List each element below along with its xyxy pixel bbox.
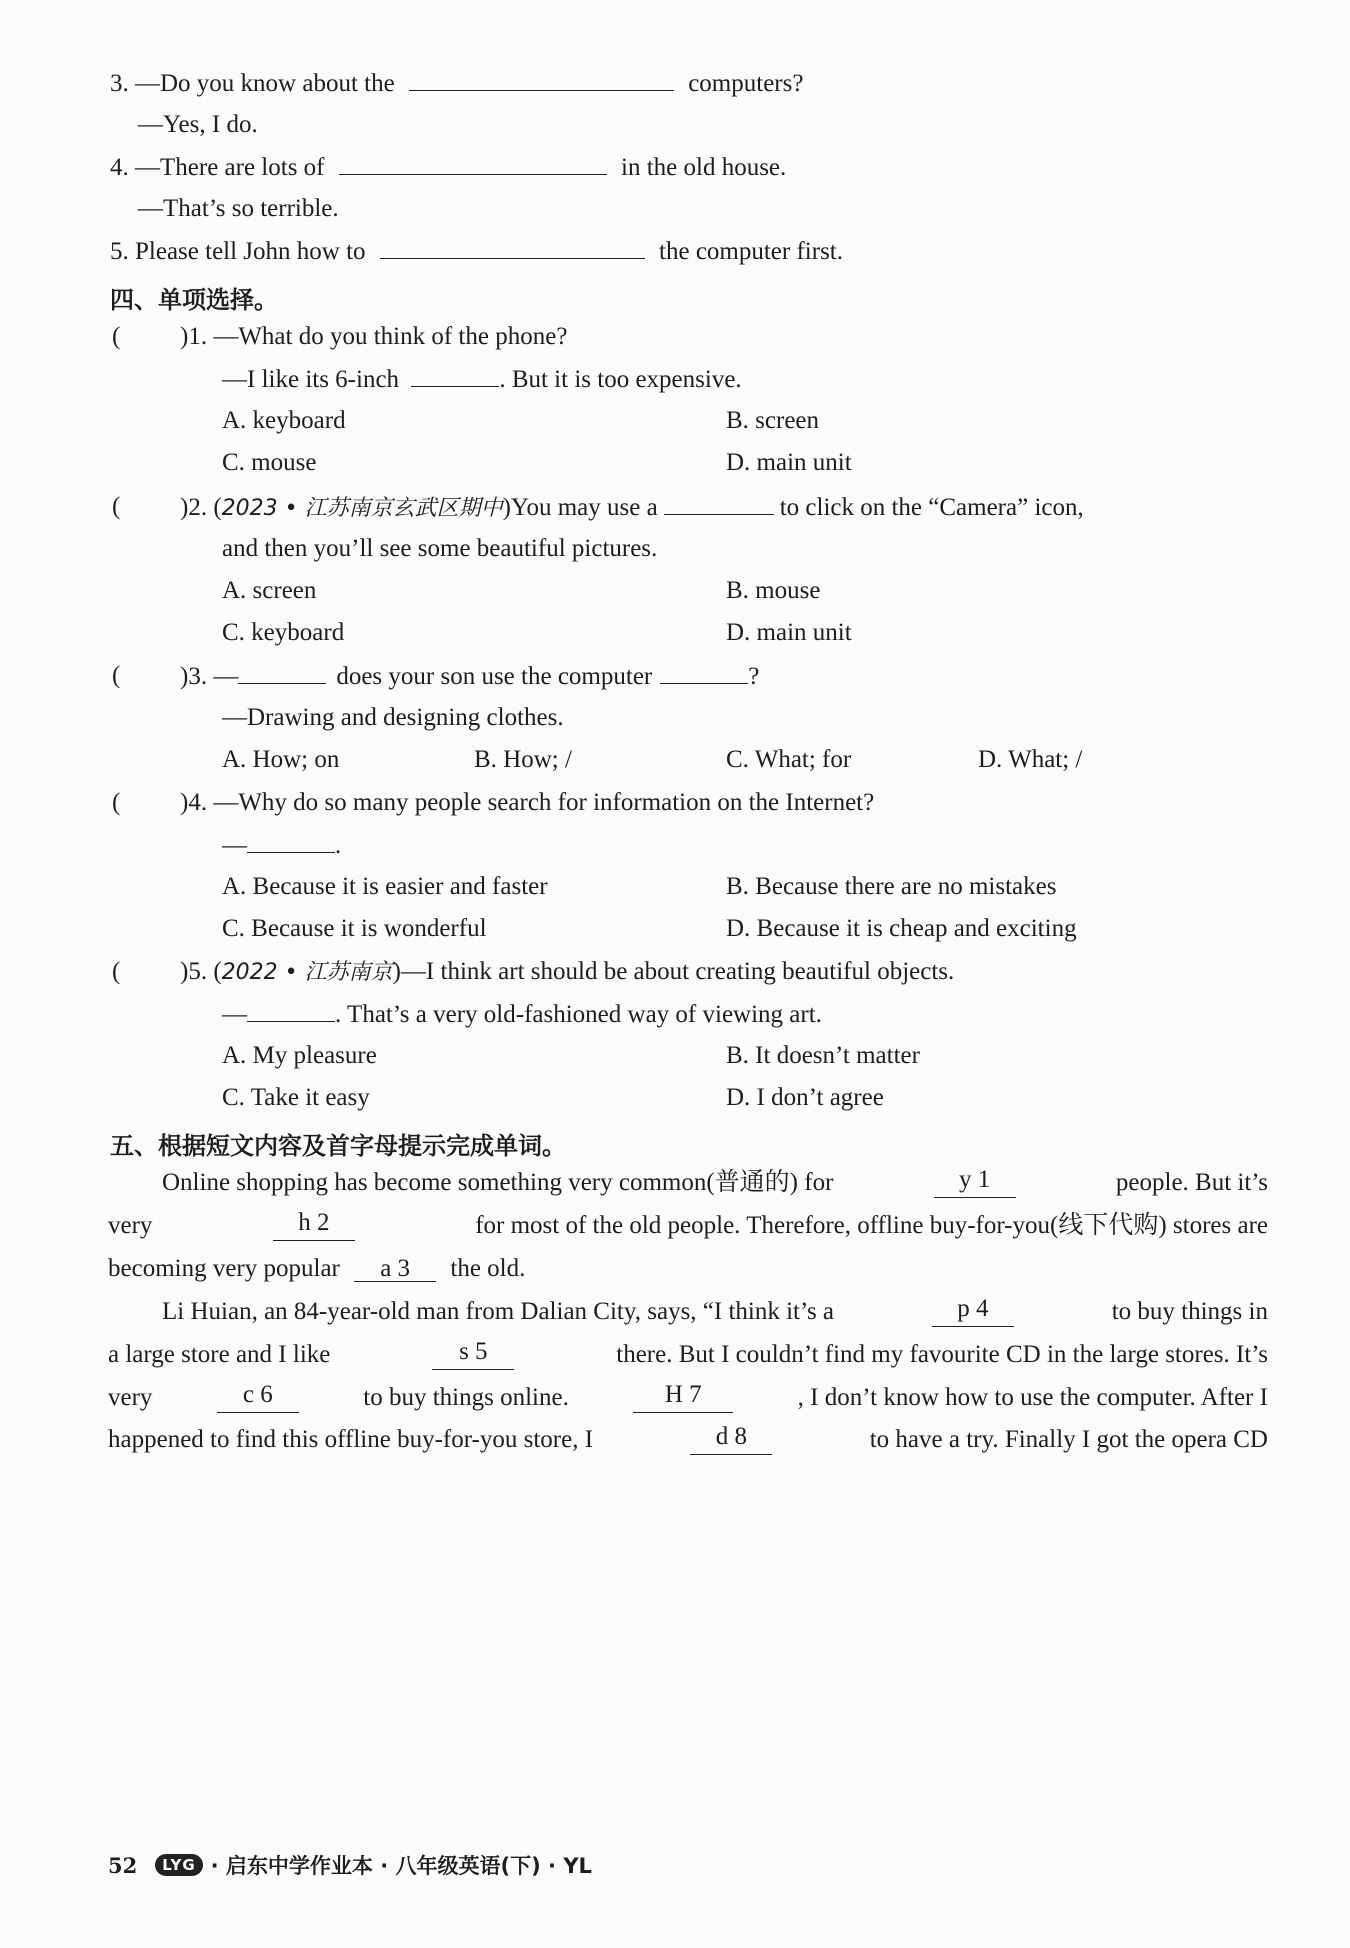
mc5-source: 2022 • 江苏南京 — [221, 960, 393, 985]
q4-text: 4. —There are lots of — [110, 154, 325, 181]
q5-blank[interactable] — [380, 236, 645, 259]
mc5-option-b[interactable]: B. It doesn’t matter — [726, 1042, 920, 1069]
blank-1[interactable]: y 1 — [934, 1168, 1016, 1198]
blank-3[interactable]: a 3 — [354, 1257, 436, 1282]
page-number: 52 — [108, 1852, 138, 1878]
mc1-option-d[interactable]: D. main unit — [726, 449, 852, 476]
q5-text: 5. Please tell John how to — [110, 238, 366, 265]
passage-p1-line3 — [108, 1254, 1268, 1284]
mc2-stem — [180, 492, 1084, 524]
question-3 — [110, 68, 1350, 99]
passage-p2-line3 — [108, 1383, 1268, 1413]
mc1-option-c[interactable]: C. mouse — [222, 449, 317, 476]
mc4-stem: )4. —Why do so many people search for information on the Internet? — [180, 789, 875, 816]
passage-p2-line1 — [108, 1297, 1268, 1327]
mc5-option-a[interactable]: A. My pleasure — [222, 1042, 377, 1069]
mc1-stem: )1. —What do you think of the phone? — [180, 323, 568, 350]
question-5 — [110, 236, 1350, 267]
passage-text: to have a try. Finally I got the opera CD — [869, 1426, 1268, 1453]
mc3-num: )3. — — [180, 663, 239, 690]
mc4-option-c[interactable]: C. Because it is wonderful — [222, 915, 487, 942]
q5-text-end: the computer first. — [659, 238, 844, 265]
blank-2[interactable]: h 2 — [273, 1211, 355, 1241]
mc1-option-a[interactable]: A. keyboard — [222, 407, 346, 434]
answer-paren[interactable]: ( — [112, 662, 121, 689]
q4-text-end: in the old house. — [621, 154, 787, 181]
publisher-logo: LYG — [155, 1854, 202, 1876]
passage-p2-line4 — [108, 1425, 1268, 1455]
mc3-line2: —Drawing and designing clothes. — [222, 704, 564, 731]
mc1-text-end: . But it is too expensive. — [499, 366, 742, 393]
question-4 — [110, 152, 1350, 183]
passage-p1-line1 — [108, 1168, 1268, 1198]
passage-p2-line2 — [108, 1340, 1268, 1370]
mc4-period: . — [335, 832, 342, 859]
mc3-option-d[interactable]: D. What; / — [978, 746, 1083, 773]
mc5-num: )5. ( — [180, 958, 222, 985]
mc4-option-a[interactable]: A. Because it is easier and faster — [222, 873, 548, 900]
blank-8[interactable]: d 8 — [690, 1425, 772, 1455]
mc5-text: )—I think art should be about creating beautiful objects. — [392, 958, 955, 985]
mc5-option-c[interactable]: C. Take it easy — [222, 1084, 370, 1111]
passage-text: happened to find this offline buy-for-you store, I — [108, 1426, 594, 1453]
q3-blank[interactable] — [409, 68, 674, 91]
mc2-source: 2023 • 江苏南京玄武区期中 — [221, 496, 503, 521]
answer-paren[interactable]: ( — [112, 958, 121, 985]
passage-text: very — [108, 1384, 153, 1411]
q3-text-end: computers? — [688, 70, 804, 97]
mc5-stem — [180, 957, 954, 988]
mc3-option-b[interactable]: B. How; / — [474, 746, 572, 773]
mc5-option-d[interactable]: D. I don’t agree — [726, 1084, 884, 1111]
mc3-text: does your son use the computer — [336, 663, 653, 690]
mc3-text-end: ? — [748, 663, 760, 690]
mc1-line2 — [222, 364, 1350, 395]
answer-paren[interactable]: ( — [112, 493, 121, 520]
passage-text: Li Huian, an 84-year-old man from Dalian City, says, “I think it’s a — [162, 1298, 835, 1325]
blank-5[interactable]: s 5 — [432, 1340, 514, 1370]
q4-blank[interactable] — [339, 152, 607, 175]
mc3-blank-1[interactable] — [238, 661, 326, 684]
passage-text: there. But I couldn’t find my favourite CD in the large stores. It’s — [616, 1341, 1268, 1368]
passage-text: , I don’t know how to use the computer. After I — [797, 1384, 1268, 1411]
mc4-dash: — — [222, 832, 247, 859]
mc2-option-c[interactable]: C. keyboard — [222, 619, 345, 646]
mc4-option-d[interactable]: D. Because it is cheap and exciting — [726, 915, 1077, 942]
mc2-text: )You may use a — [502, 494, 658, 521]
mc4-blank[interactable] — [247, 830, 335, 853]
answer-paren[interactable]: ( — [112, 789, 121, 816]
mc2-line2: and then you’ll see some beautiful pictures. — [222, 535, 658, 562]
mc2-num: )2. ( — [180, 494, 222, 521]
section-4-heading: 四、单项选择。 — [110, 286, 278, 314]
mc3-option-a[interactable]: A. How; on — [222, 746, 340, 773]
mc3-blank-2[interactable] — [660, 661, 748, 684]
passage-text: to buy things online. — [363, 1384, 569, 1411]
mc2-option-d[interactable]: D. main unit — [726, 619, 852, 646]
q4-answer: —That’s so terrible. — [138, 195, 339, 222]
mc2-option-a[interactable]: A. screen — [222, 577, 317, 604]
mc4-line2 — [222, 830, 1350, 861]
page-footer — [108, 1850, 592, 1880]
passage-text: a large store and I like — [108, 1341, 331, 1368]
mc3-option-c[interactable]: C. What; for — [726, 746, 852, 773]
answer-paren[interactable]: ( — [112, 323, 121, 350]
mc3-stem — [180, 661, 759, 692]
passage-text: for most of the old people. Therefore, offline buy-for-you(线下代购) stores are — [475, 1212, 1268, 1239]
mc2-option-b[interactable]: B. mouse — [726, 577, 821, 604]
blank-4[interactable]: p 4 — [932, 1297, 1014, 1327]
section-5-heading: 五、根据短文内容及首字母提示完成单词。 — [110, 1132, 566, 1160]
mc2-blank[interactable] — [664, 492, 774, 515]
mc1-blank[interactable] — [411, 364, 499, 387]
passage-text: people. But it’s — [1115, 1169, 1268, 1196]
mc5-text-end: . That’s a very old-fashioned way of viewing art. — [335, 1001, 822, 1028]
q3-text: 3. —Do you know about the — [110, 70, 395, 97]
mc2-text-end: to click on the “Camera” icon, — [779, 494, 1084, 521]
passage-p1-line2 — [108, 1211, 1268, 1241]
mc5-blank[interactable] — [247, 999, 335, 1022]
mc5-line2 — [222, 999, 1350, 1030]
passage-text: very — [108, 1212, 153, 1239]
mc5-dash: — — [222, 1001, 247, 1028]
mc1-option-b[interactable]: B. screen — [726, 407, 820, 434]
mc4-option-b[interactable]: B. Because there are no mistakes — [726, 873, 1057, 900]
mc1-text: —I like its 6-inch — [222, 366, 400, 393]
footer-title: · 启东中学作业本 · 八年级英语(下) · YL — [210, 1854, 592, 1878]
passage-text: the old. — [450, 1255, 526, 1282]
blank-6[interactable]: c 6 — [217, 1383, 299, 1413]
passage-text: to buy things in — [1111, 1298, 1268, 1325]
q3-answer: —Yes, I do. — [138, 111, 258, 138]
passage-text: becoming very popular — [108, 1255, 340, 1282]
blank-7[interactable]: H 7 — [633, 1383, 733, 1413]
passage-text: Online shopping has become something very common(普通的) for — [162, 1169, 834, 1196]
